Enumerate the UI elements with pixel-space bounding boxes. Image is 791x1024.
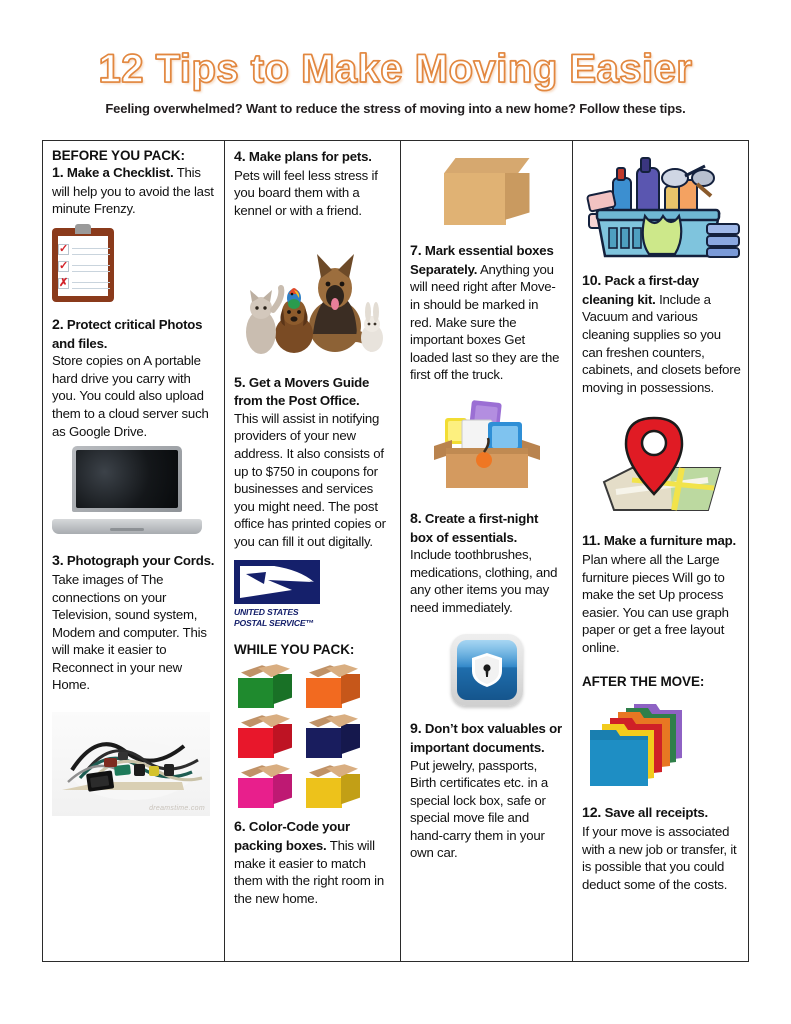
tip-7-title: Mark essential boxes Separately. bbox=[410, 243, 554, 277]
tip-3-number: 3. bbox=[52, 553, 64, 570]
image-watermark: dreamstime.com bbox=[149, 804, 205, 812]
tip-12 bbox=[582, 804, 741, 893]
tip-1 bbox=[52, 164, 215, 218]
section-heading-while-you-pack: WHILE YOU PACK: bbox=[234, 642, 355, 658]
tip-3-title: Photograph your Cords. bbox=[66, 553, 215, 569]
cardboard-box-icon bbox=[444, 158, 530, 228]
tip-5 bbox=[234, 374, 391, 551]
tip-4-number: 4. bbox=[234, 149, 246, 165]
tips-column-3 bbox=[401, 141, 573, 961]
tip-9-body: Put jewelry, passports, Birth certificates etc. in a special lock box, safe or special move file and hand-carry them in your own car. bbox=[410, 757, 549, 861]
tip-4-title: Make plans for pets. bbox=[248, 149, 372, 164]
tip-9-number: 9. bbox=[410, 721, 422, 738]
essentials-box-icon bbox=[428, 398, 546, 496]
essentials-box-image bbox=[410, 398, 563, 496]
tip-3 bbox=[52, 552, 215, 694]
tip-5-body: This will assist in notifying providers of your new address. It also consists of up to $750 in coupons for businesses and services you might need. The post office has printed copies or you can fill it out digitally. bbox=[234, 410, 386, 549]
tip-7 bbox=[410, 242, 563, 384]
tip-5-number: 5. bbox=[234, 374, 246, 391]
tip-6 bbox=[234, 818, 391, 907]
clipboard-checklist-image bbox=[52, 224, 215, 302]
usps-eagle-icon bbox=[234, 560, 320, 604]
tangled-cords-icon bbox=[52, 712, 210, 816]
tip-12-title: Save all receipts. bbox=[604, 805, 709, 821]
tip-12-number: 12. bbox=[582, 805, 602, 822]
usps-text-line-2: POSTAL SERVICE™ bbox=[234, 617, 314, 628]
color-box-green bbox=[236, 664, 292, 708]
lock-icon-image bbox=[410, 634, 563, 706]
tip-9 bbox=[410, 720, 563, 862]
tip-6-number: 6. bbox=[234, 819, 246, 836]
tip-10-number: 10. bbox=[582, 273, 602, 289]
color-box-magenta bbox=[236, 764, 292, 808]
tips-column-4 bbox=[573, 141, 750, 961]
cleaning-caddy-icon bbox=[579, 154, 745, 266]
color-box-orange bbox=[304, 664, 360, 708]
color-box-yellow bbox=[304, 764, 360, 808]
page-title: 12 Tips to Make Moving Easier bbox=[98, 47, 693, 91]
page-subtitle: Feeling overwhelmed? Want to reduce the stress of moving into a new home? Follow these tips. bbox=[105, 101, 686, 116]
color-box-red bbox=[236, 714, 292, 758]
clipboard-checklist-icon: ✓ ✓ ✗ bbox=[52, 224, 114, 302]
tip-10-title: Pack a first-day cleaning kit. bbox=[582, 273, 699, 307]
pets-image bbox=[234, 238, 391, 356]
tip-3-body: Take images of The connections on your Television, sound system, Modem and computer. This will make it easier to Reconnect in your new Home. bbox=[52, 572, 207, 693]
tip-6-body: This will make it easier to match them with the right room in the new home. bbox=[234, 838, 384, 906]
tips-column-2 bbox=[225, 141, 401, 961]
tip-8-title: Create a first-night box of essentials. bbox=[410, 510, 539, 545]
tip-5-title: Get a Movers Guide from the Post Office. bbox=[234, 374, 370, 409]
file-folders-image bbox=[582, 696, 741, 794]
tip-1-body: This will help you to avoid the last minute Frenzy. bbox=[52, 165, 214, 217]
tips-column-1 bbox=[43, 141, 225, 961]
tip-11-number: 11. bbox=[582, 533, 601, 550]
tip-4 bbox=[234, 148, 391, 220]
tip-2-body: Store copies on A portable hard drive you carry with you. You could also upload them to a cloud server such as Google Drive. bbox=[52, 353, 209, 439]
tip-9-title: Don’t box valuables or important documents. bbox=[410, 721, 562, 756]
tip-4-body: Pets will feel less stress if you board them with a kennel or with a friend. bbox=[234, 167, 378, 218]
tip-8-number: 8. bbox=[410, 510, 422, 527]
tip-12-body: If your move is associated with a new job or transfer, it is possible that you could deduct some of the costs. bbox=[582, 824, 737, 892]
cardboard-box-image bbox=[410, 158, 563, 228]
tip-1-title: Make a Checklist. bbox=[66, 165, 174, 180]
color-coded-boxes-image bbox=[236, 664, 391, 808]
pets-icon bbox=[237, 238, 389, 356]
laptop-icon bbox=[52, 446, 202, 538]
section-heading-before-you-pack: BEFORE YOU PACK: bbox=[52, 148, 185, 163]
tip-1-number: 1. bbox=[52, 165, 64, 181]
tangled-cords-image bbox=[52, 712, 215, 816]
tip-8-body: Include toothbrushes, medications, clothing, and any other items you may need immediately. bbox=[410, 547, 558, 615]
page-header bbox=[0, 0, 791, 116]
tip-7-body: Anything you will need right after Move-in should be marked in red. Make sure the important boxes Get loaded last so they are the first off the truck. bbox=[410, 261, 560, 383]
tip-11-title: Make a furniture map. bbox=[603, 533, 736, 549]
tip-6-title: Color-Code your packing boxes. bbox=[234, 819, 350, 854]
map-pin-icon bbox=[596, 414, 728, 522]
file-folders-icon bbox=[582, 696, 692, 794]
tip-2-number: 2. bbox=[52, 316, 64, 333]
usps-logo bbox=[234, 560, 320, 628]
blue-shield-lock-icon bbox=[451, 634, 523, 706]
laptop-image bbox=[52, 446, 215, 538]
map-pin-image bbox=[582, 414, 741, 522]
tip-2-title: Protect critical Photos and files. bbox=[52, 316, 203, 351]
tip-10 bbox=[582, 272, 741, 396]
tips-table bbox=[42, 140, 749, 962]
tip-2 bbox=[52, 316, 215, 440]
cleaning-caddy-image bbox=[582, 154, 741, 266]
color-box-navy bbox=[304, 714, 360, 758]
usps-logo-image bbox=[234, 560, 391, 628]
tip-7-number: 7. bbox=[410, 243, 422, 259]
tip-8 bbox=[410, 510, 563, 617]
usps-text-line-1: UNITED STATES bbox=[234, 607, 299, 618]
section-heading-after-the-move: AFTER THE MOVE: bbox=[582, 674, 705, 690]
tip-11-body: Plan where all the Large furniture pieces Will go to make the set Up process easier. You can use graph paper or get a free layout online. bbox=[582, 552, 729, 655]
tip-11 bbox=[582, 532, 741, 656]
tip-10-body: Include a Vacuum and various cleaning supplies so you can freshen counters, cabinets, and closets before moving in possessions. bbox=[582, 291, 741, 395]
